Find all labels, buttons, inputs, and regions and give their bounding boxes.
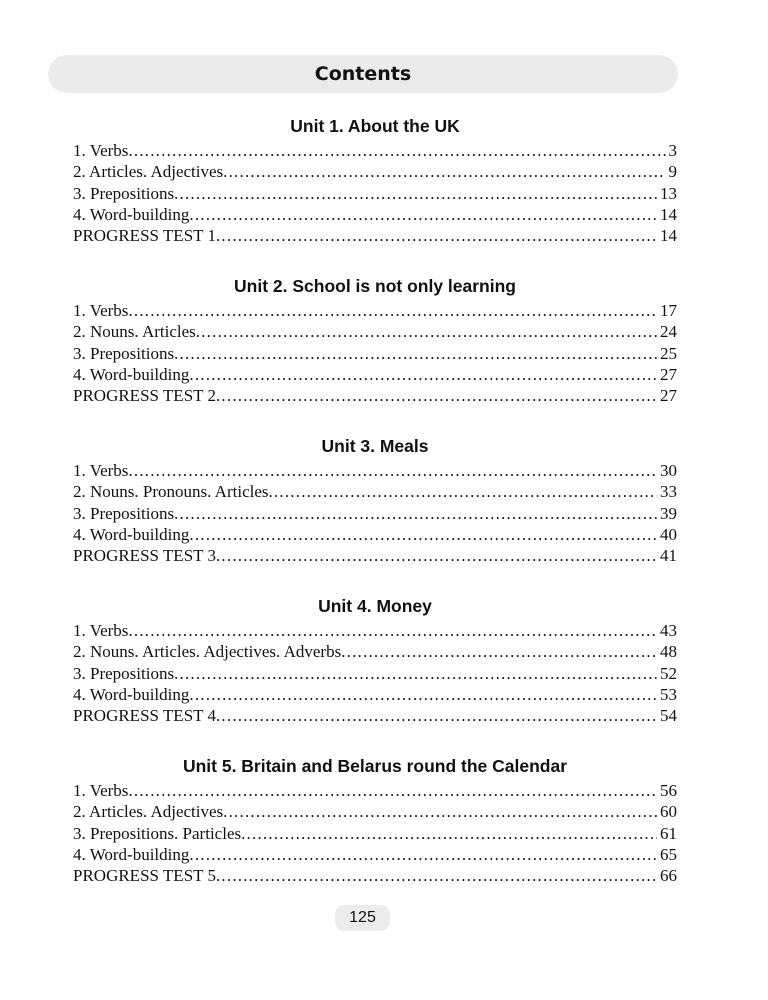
toc-entry[interactable] [73, 620, 677, 641]
entry-page: 33 [660, 482, 677, 502]
entry-page: 27 [660, 386, 677, 406]
entry-label: PROGRESS TEST 3 [73, 546, 216, 566]
entry-page: 48 [660, 642, 677, 662]
entry-label: 3. Prepositions [73, 183, 175, 203]
entry-page: 41 [660, 546, 677, 566]
dot-leader [241, 823, 657, 844]
dot-leader [223, 161, 665, 182]
unit-section [73, 273, 677, 406]
dot-leader [189, 364, 657, 385]
entry-label: 3. Prepositions [73, 503, 175, 523]
entry-page: 52 [660, 663, 677, 683]
entry-label: 4. Word-building [73, 844, 190, 864]
toc-entry[interactable] [73, 300, 677, 321]
dot-leader [216, 865, 657, 886]
entry-label: 3. Prepositions [73, 343, 175, 363]
toc-entry[interactable] [73, 481, 677, 502]
toc-entry[interactable] [73, 545, 677, 566]
entry-page: 3 [668, 141, 677, 160]
page-number: 125 [335, 905, 390, 931]
toc-entry[interactable] [73, 844, 677, 865]
entry-label: 2. Nouns. Articles. Adjectives. Adverbs [73, 642, 342, 662]
dot-leader [174, 343, 657, 364]
entry-page: 25 [660, 343, 677, 363]
dot-leader [216, 545, 657, 566]
toc-entry[interactable] [73, 364, 677, 385]
entry-label: 1. Verbs [73, 781, 129, 800]
dot-leader [216, 385, 657, 406]
entry-page: 60 [660, 802, 677, 822]
entry-label: 1. Verbs [73, 621, 129, 640]
entry-page: 43 [660, 621, 677, 640]
dot-leader [341, 641, 657, 662]
unit-section [73, 113, 677, 246]
entry-page: 39 [660, 503, 677, 523]
unit-title: Unit 1. About the UK [290, 116, 460, 136]
entry-label: PROGRESS TEST 4 [73, 706, 216, 726]
toc-entry[interactable] [73, 823, 677, 844]
toc-entry[interactable] [73, 385, 677, 406]
dot-leader [189, 524, 657, 545]
toc-entry[interactable] [73, 503, 677, 524]
dot-leader [128, 140, 665, 161]
toc-entry[interactable] [73, 161, 677, 182]
entry-label: 2. Articles. Adjectives [73, 162, 224, 182]
dot-leader [189, 684, 657, 705]
entry-label: PROGRESS TEST 5 [73, 866, 216, 886]
unit-section [73, 593, 677, 726]
unit-section [73, 433, 677, 566]
entry-page: 65 [660, 844, 677, 864]
dot-leader [174, 183, 657, 204]
unit-section [73, 753, 677, 886]
dot-leader [189, 204, 657, 225]
toc-entry[interactable] [73, 801, 677, 822]
entry-label: 3. Prepositions. Particles [73, 823, 242, 843]
dot-leader [128, 460, 657, 481]
entry-label: 4. Word-building [73, 204, 190, 224]
dot-leader [174, 663, 657, 684]
toc-entry[interactable] [73, 780, 677, 801]
toc-entry[interactable] [73, 705, 677, 726]
entry-page: 30 [660, 461, 677, 480]
page-title: Contents [314, 63, 412, 85]
entry-page: 40 [660, 524, 677, 544]
entry-label: 1. Verbs [73, 301, 129, 320]
entry-label: 4. Word-building [73, 684, 190, 704]
entry-page: 61 [660, 823, 677, 843]
unit-title: Unit 4. Money [318, 596, 432, 616]
dot-leader [223, 801, 657, 822]
entry-label: 4. Word-building [73, 524, 190, 544]
dot-leader [216, 225, 657, 246]
entry-page: 66 [660, 866, 677, 886]
toc-entry[interactable] [73, 321, 677, 342]
dot-leader [269, 481, 658, 502]
entry-label: 2. Nouns. Pronouns. Articles [73, 482, 269, 502]
entry-label: 1. Verbs [73, 461, 129, 480]
entry-page: 9 [668, 162, 677, 182]
contents-header [48, 55, 678, 93]
entry-page: 14 [660, 226, 677, 246]
toc-entry[interactable] [73, 183, 677, 204]
dot-leader [128, 780, 657, 801]
unit-title: Unit 5. Britain and Belarus round the Calendar [182, 756, 568, 776]
toc-entry[interactable] [73, 663, 677, 684]
entry-page: 53 [660, 684, 677, 704]
toc-entry[interactable] [73, 641, 677, 662]
toc-entry[interactable] [73, 684, 677, 705]
entry-label: PROGRESS TEST 1 [73, 226, 216, 246]
entry-page: 14 [660, 204, 677, 224]
dot-leader [196, 321, 657, 342]
entry-label: 3. Prepositions [73, 663, 175, 683]
toc-entry[interactable] [73, 140, 677, 161]
entry-page: 56 [660, 781, 677, 800]
dot-leader [216, 705, 657, 726]
entry-label: 2. Articles. Adjectives [73, 802, 224, 822]
dot-leader [189, 844, 657, 865]
entry-page: 27 [660, 364, 677, 384]
dot-leader [128, 620, 657, 641]
toc-entry[interactable] [73, 460, 677, 481]
toc-entry[interactable] [73, 225, 677, 246]
entry-label: PROGRESS TEST 2 [73, 386, 216, 406]
toc-entry[interactable] [73, 204, 677, 225]
entry-page: 13 [660, 183, 677, 203]
toc-entry[interactable] [73, 865, 677, 886]
entry-page: 54 [660, 706, 677, 726]
entry-label: 4. Word-building [73, 364, 190, 384]
entry-page: 24 [660, 322, 677, 342]
dot-leader [128, 300, 657, 321]
toc-entry[interactable] [73, 524, 677, 545]
toc-entry[interactable] [73, 343, 677, 364]
entry-page: 17 [660, 301, 677, 320]
entry-label: 1. Verbs [73, 141, 129, 160]
dot-leader [174, 503, 657, 524]
unit-title: Unit 2. School is not only learning [234, 276, 516, 296]
unit-title: Unit 3. Meals [321, 436, 429, 456]
entry-label: 2. Nouns. Articles [73, 322, 196, 342]
